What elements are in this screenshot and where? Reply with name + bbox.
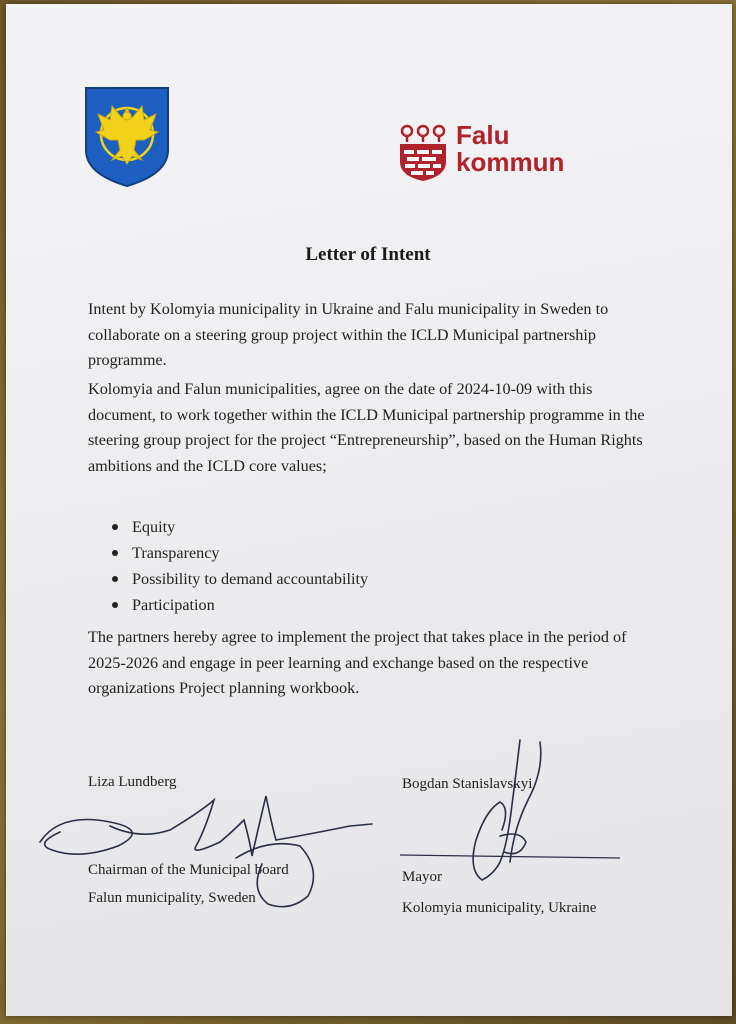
list-item: Transparency [108, 540, 368, 566]
intent-paragraph: Intent by Kolomyia municipality in Ukraine and Falu municipality in Sweden to collaborate on a steering group project within the ICLD Municipal partnership programme. [88, 300, 609, 369]
right-signatory-name: Bogdan Stanislavskyi [402, 776, 533, 792]
right-signatory-role: Mayor [402, 869, 442, 885]
implementation-paragraph: The partners hereby agree to implement the project that takes place in the period of 2025-2026 and engage in peer learning and exchange based on the respective organizations Project planning workbook. [88, 628, 627, 697]
core-values-list [108, 514, 368, 618]
falu-name-line2: kommun [456, 147, 565, 177]
bullet-icon [112, 576, 118, 582]
bullet-icon [112, 524, 118, 530]
list-item: Equity [108, 514, 368, 540]
agreement-paragraph: Kolomyia and Falun municipalities, agree on the date of 2024-10-09 with this document, to work together within the ICLD Municipal partnership programme in the steering group project for the project “Entrepreneurship”, based on the Human Rights ambitions and the ICLD core values; [88, 380, 645, 475]
left-signatory-organization: Falun municipality, Sweden [88, 890, 256, 906]
kolomyia-coat-of-arms [82, 84, 172, 188]
bullet-icon [112, 602, 118, 608]
list-item: Possibility to demand accountability [108, 566, 368, 592]
falu-kommun-wordmark [456, 122, 564, 176]
falu-kommun-logo [398, 120, 578, 184]
falu-emblem-icon [398, 124, 448, 182]
right-signatory-organization: Kolomyia municipality, Ukraine [402, 900, 597, 916]
falu-name-line1: Falu [456, 120, 510, 150]
bullet-icon [112, 550, 118, 556]
left-signatory-role: Chairman of the Municipal board [88, 862, 289, 878]
list-item: Participation [108, 592, 368, 618]
letter-title: Letter of Intent [305, 244, 431, 265]
left-signatory-name: Liza Lundberg [88, 774, 177, 790]
